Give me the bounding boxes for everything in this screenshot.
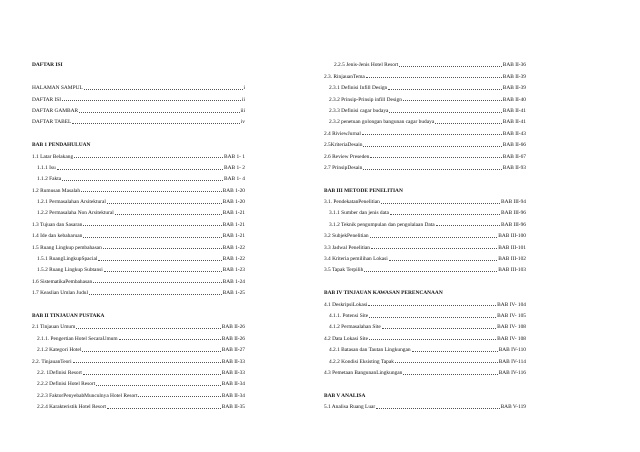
toc-entry-title: 2.6 Review Preseden <box>324 153 370 160</box>
toc-page-number: BAB 1-23 <box>222 267 245 274</box>
toc-page-number: BAB II-41 <box>502 119 526 126</box>
toc-page-number: BAB 1-24 <box>222 278 245 285</box>
toc-entry-title: 3.3 Jadwal Penelitian <box>324 244 370 251</box>
toc-dot-leader <box>436 225 500 226</box>
toc-entry-title: 2.3.2 Prinsip-Prinsip infill Design <box>329 96 402 103</box>
toc-entry-title: 1.7 Keaslian Umlan Judul <box>32 290 88 297</box>
toc-page-number: BAB IV-116 <box>498 369 526 376</box>
toc-entry-title: DAFTAR ISI <box>32 96 62 103</box>
toc-page-number: BAB III-96 <box>500 221 526 228</box>
toc-entry[interactable] <box>32 365 245 376</box>
toc-entry-title: 4.2.1 Batasan dan Tautan Lingkungan <box>329 347 411 354</box>
toc-dot-leader <box>368 305 496 306</box>
toc-entry-title: 4.1 DeskripsiLokasi <box>324 301 368 308</box>
toc-dot-leader <box>93 282 221 283</box>
toc-entry[interactable] <box>324 216 526 227</box>
toc-entry-title: 2.4 RiviewJurnal <box>324 130 361 137</box>
toc-page-number: BAB 1- 2 <box>224 164 245 171</box>
toc-entry-title: 2.2.2 Definisi Hotel Resort <box>37 381 96 388</box>
toc-entry-title: 1.5.1 RuangLingkupSpacial <box>37 256 98 263</box>
toc-entry-title: 3.5 Tapak Terpilih <box>324 267 364 274</box>
toc-dot-leader <box>62 180 223 181</box>
toc-page-number: BAB 1- 4 <box>224 176 245 183</box>
toc-dot-leader <box>82 351 220 352</box>
toc-entry-title: 1.2 Rumusan Masalah <box>32 187 81 194</box>
toc-page-number: BAB II-39 <box>502 85 526 92</box>
toc-entry[interactable] <box>32 91 245 102</box>
toc-page-number: BAB IV- 104 <box>497 301 526 308</box>
toc-entry-title: DAFTAR GAMBAR <box>32 107 79 114</box>
toc-page-number: BAB IV- 108 <box>497 335 526 342</box>
toc-entry[interactable] <box>324 103 526 114</box>
toc-page-number: BAB II-40 <box>502 96 526 103</box>
toc-entry[interactable] <box>32 319 245 330</box>
toc-dot-leader <box>76 328 221 329</box>
toc-entry[interactable] <box>324 68 526 79</box>
toc-page-number: BAB II-34 <box>221 381 245 388</box>
toc-dot-leader <box>403 374 497 375</box>
toc-entry-title: 2.3.2 penetuan golongan bangunan cagar budaya <box>329 119 435 126</box>
toc-entry-title: 1.1.2 Fakta <box>37 176 62 183</box>
toc-entry[interactable] <box>32 399 245 410</box>
toc-entry[interactable] <box>324 399 526 410</box>
toc-entry[interactable] <box>324 353 526 364</box>
toc-chapter-heading <box>32 308 245 319</box>
toc-entry-title: 2.2. TinjauanTeori <box>32 358 72 365</box>
toc-dot-leader <box>363 146 501 147</box>
toc-entry-title: BAB 1 PENDAHULUAN <box>32 142 91 149</box>
toc-entry[interactable] <box>324 319 526 330</box>
toc-page-number: BAB 1-21 <box>222 221 245 228</box>
toc-dot-leader <box>381 203 500 204</box>
toc-entry[interactable] <box>324 330 526 341</box>
toc-page-number: BAB II-33 <box>221 369 245 376</box>
toc-dot-leader <box>138 396 220 397</box>
toc-page-number: BAB 1-20 <box>222 187 245 194</box>
toc-dot-leader <box>389 260 498 261</box>
toc-entry-title: 3.1.1 Sumber dan jenis data <box>329 210 389 217</box>
toc-page-number: BAB II-27 <box>221 347 245 354</box>
toc-entry[interactable] <box>324 137 526 148</box>
toc-entry-title: DAFTAR TABEL <box>32 119 72 126</box>
toc-dot-leader <box>435 123 502 124</box>
toc-entry-title: 2.1.2 Kategori Hotel <box>37 347 82 354</box>
toc-entry-title: 1.3 Tujuan dan Sasaran <box>32 221 83 228</box>
toc-page-number: BAB V-119 <box>500 404 526 411</box>
toc-dot-leader <box>79 112 239 113</box>
toc-page-number: BAB 1-20 <box>222 199 245 206</box>
toc-dot-leader <box>98 260 221 261</box>
toc-entry-title: DAFTAR ISI <box>32 62 63 69</box>
toc-entry-title: 2.5KriteriaDesain <box>324 142 363 149</box>
toc-entry[interactable] <box>324 114 526 125</box>
toc-page-number: BAB III-94 <box>500 199 526 206</box>
toc-gap <box>324 376 526 387</box>
toc-entry[interactable] <box>32 160 245 171</box>
toc-dot-leader <box>389 112 501 113</box>
toc-dot-leader <box>382 328 496 329</box>
toc-entry[interactable] <box>324 342 526 353</box>
toc-entry-title: 4.1.1. Potensi Site <box>329 312 369 319</box>
toc-entry-title: HALAMAN SAMPUL <box>32 85 83 92</box>
toc-dot-leader <box>57 169 223 170</box>
toc-entry-title: 2.2.5 Jenis-Jenis Hotel Resort <box>334 62 399 69</box>
toc-entry[interactable] <box>32 387 245 398</box>
toc-dot-leader <box>103 248 222 249</box>
toc-entry-title: 2.3.3 Definisi cagar budaya <box>329 107 389 114</box>
toc-page-number: BAB III-100 <box>498 233 526 240</box>
toc-entry-title: 2.7 PrinsipDesain <box>324 164 363 171</box>
toc-entry-title: 5.1 Analisa Ruang Luar <box>324 404 376 411</box>
toc-entry[interactable] <box>324 296 526 307</box>
toc-dot-leader <box>364 271 497 272</box>
toc-page-number: BAB IV-110 <box>498 347 526 354</box>
toc-entry-title: 3.2 SubjekPenelitian <box>324 233 369 240</box>
toc-entry[interactable] <box>324 205 526 216</box>
toc-entry[interactable] <box>32 103 245 114</box>
toc-dot-leader <box>363 169 501 170</box>
toc-entry[interactable] <box>324 194 526 205</box>
toc-entry-title: 3.4 Kriteria pemilihan Lokasi <box>324 256 388 263</box>
toc-entry[interactable] <box>324 365 526 376</box>
toc-dot-leader <box>83 225 221 226</box>
toc-entry[interactable] <box>324 148 526 159</box>
toc-gap <box>32 296 245 307</box>
toc-entry[interactable] <box>324 251 526 262</box>
toc-entry[interactable] <box>32 285 245 296</box>
toc-page-number: iv <box>240 119 245 126</box>
toc-page-number: BAB 1-21 <box>222 233 245 240</box>
toc-page-number: BAB II-36 <box>502 62 526 69</box>
toc-entry[interactable] <box>324 80 526 91</box>
toc-page-number: BAB IV- 105 <box>497 312 526 319</box>
toc-dot-leader <box>62 100 241 101</box>
toc-dot-leader <box>115 214 222 215</box>
toc-dot-leader <box>89 294 222 295</box>
toc-entry[interactable] <box>32 342 245 353</box>
toc-dot-leader <box>72 123 239 124</box>
toc-entry-title: 1.1.1 Isu <box>37 164 56 171</box>
toc-entry[interactable] <box>324 239 526 250</box>
toc-page-number: ii <box>242 96 245 103</box>
toc-entry-title: BAB V ANALISA <box>324 392 366 399</box>
toc-entry[interactable] <box>32 171 245 182</box>
toc-entry-title: 1.1 Latar Belakang <box>32 153 74 160</box>
toc-page-number: BAB II-43 <box>502 130 526 137</box>
toc-page-number: BAB II-41 <box>502 107 526 114</box>
toc-entry-title: 2.3. RinjauanTema <box>324 73 365 80</box>
toc-entry-title: 2.2.4 Karakteristik Hotel Resort <box>37 404 107 411</box>
toc-entry[interactable] <box>32 376 245 387</box>
toc-entry[interactable] <box>324 308 526 319</box>
toc-entry-title: 3.1. PendekatanPenelitian <box>324 199 380 206</box>
toc-entry[interactable] <box>32 251 245 262</box>
toc-gap <box>324 171 526 182</box>
toc-page-number: BAB III-103 <box>498 267 526 274</box>
toc-entry-title: 4.1.2 Permasalahan Site <box>329 324 381 331</box>
toc-dot-leader <box>107 203 222 204</box>
toc-page-number: BAB 1- 1 <box>224 153 245 160</box>
toc-dot-leader <box>370 237 498 238</box>
toc-entry[interactable] <box>324 125 526 136</box>
toc-dot-leader <box>74 157 223 158</box>
toc-page-number: BAB II-34 <box>221 392 245 399</box>
toc-dot-leader <box>104 271 222 272</box>
toc-entry[interactable] <box>32 228 245 239</box>
toc-page-number: BAB II-33 <box>221 358 245 365</box>
toc-entry-title: 2.2. 1Definisi Resort <box>37 369 82 376</box>
toc-page-number: BAB II-67 <box>502 153 526 160</box>
toc-page-number: iii <box>240 107 245 114</box>
toc-dot-leader <box>390 214 500 215</box>
toc-entry[interactable] <box>32 205 245 216</box>
toc-page-number: BAB IV- 108 <box>497 324 526 331</box>
toc-entry-title: BAB II TINJAUAN PUSTAKA <box>32 312 105 319</box>
toc-dot-leader <box>412 351 498 352</box>
toc-page-number: BAB III-96 <box>500 210 526 217</box>
toc-dot-leader <box>107 408 221 409</box>
toc-page-number: BAB IV-114 <box>498 358 526 365</box>
toc-page-number: BAB II-66 <box>502 142 526 149</box>
toc-entry[interactable] <box>324 57 526 68</box>
toc-page-number: BAB 1-22 <box>222 256 245 263</box>
toc-entry-title: 1.5.2 Ruang Lingkup Subtansi <box>37 267 103 274</box>
toc-entry[interactable] <box>32 216 245 227</box>
toc-chapter-heading <box>324 182 526 193</box>
toc-entry-title: 2.1 Tinjauan Umum <box>32 324 76 331</box>
toc-entry[interactable] <box>32 80 245 91</box>
toc-page-number: BAB II-26 <box>221 324 245 331</box>
toc-entry[interactable] <box>324 160 526 171</box>
toc-dot-leader <box>403 100 502 101</box>
toc-entry-title: 1.6 SistematikaPembahasan <box>32 278 93 285</box>
toc-dot-leader <box>81 191 222 192</box>
toc-entry-title: 4.2.2 Kondisi Eksisting Tapak <box>329 358 394 365</box>
toc-dot-leader <box>83 374 221 375</box>
toc-gap <box>32 125 245 136</box>
toc-entry-title: 1.2.2 Permasalaha Non Arsitektural <box>37 210 114 217</box>
toc-entry-title: 2.2.3 FaktorPenyebabMunculnya Hotel Resort <box>37 392 138 399</box>
toc-gap <box>32 68 245 79</box>
toc-entry-title: 2.1.1. Pengertian Hotel SecaraUmum <box>37 335 118 342</box>
toc-entry-title: 1.4 Ide dan kebaharuan <box>32 233 83 240</box>
toc-dot-leader <box>73 362 221 363</box>
toc-dot-leader <box>395 362 498 363</box>
toc-dot-leader <box>96 385 221 386</box>
toc-entry[interactable] <box>32 239 245 250</box>
toc-entry-title: 4.3 Pemetaan BangunanLingkungan <box>324 369 403 376</box>
toc-entry[interactable] <box>32 262 245 273</box>
toc-dot-leader <box>366 77 502 78</box>
toc-entry[interactable] <box>32 353 245 364</box>
toc-chapter-heading <box>324 285 526 296</box>
toc-entry[interactable] <box>32 114 245 125</box>
toc-entry-title: 1.5 Ruang Lingkup pembahasan <box>32 244 102 251</box>
toc-page-number: BAB II-93 <box>502 164 526 171</box>
toc-entry[interactable] <box>32 148 245 159</box>
toc-page-number: BAB 1-21 <box>222 210 245 217</box>
toc-entry-title: 3.1.2 Teknik pengumpulan dan pengolalaan Data <box>329 221 435 228</box>
toc-entry-title: 2.3.1 Definisi Infill Design <box>329 85 388 92</box>
toc-entry[interactable] <box>32 273 245 284</box>
toc-chapter-heading <box>32 137 245 148</box>
toc-entry-title: 1.2.1 Permasalahan Arsitektural <box>37 199 106 206</box>
toc-entry-title: BAB IV TINJAUAN KAWASAN PERENCANAAN <box>324 290 443 297</box>
toc-dot-leader <box>119 339 221 340</box>
toc-entry-title: BAB III METODE PENELITIAN <box>324 187 403 194</box>
toc-page-number: BAB II-35 <box>221 404 245 411</box>
toc-entry[interactable] <box>32 182 245 193</box>
toc-dot-leader <box>388 89 502 90</box>
toc-entry[interactable] <box>32 194 245 205</box>
toc-dot-leader <box>371 248 497 249</box>
toc-page-number: BAB II-39 <box>502 73 526 80</box>
toc-dot-leader <box>376 408 499 409</box>
toc-page-number: i <box>243 85 245 92</box>
toc-entry-title: 4.2 Data Lokasi Site <box>324 335 369 342</box>
toc-page-number: BAB 1-25 <box>222 290 245 297</box>
toc-page-number: BAB II-26 <box>221 335 245 342</box>
toc-dot-leader <box>83 237 221 238</box>
toc-right-column <box>324 57 526 410</box>
toc-gap <box>324 273 526 284</box>
toc-dot-leader <box>370 157 501 158</box>
toc-chapter-heading <box>32 57 245 68</box>
toc-page-number: BAB III-101 <box>498 244 526 251</box>
toc-dot-leader <box>369 317 496 318</box>
toc-page-number: BAB III-102 <box>498 256 526 263</box>
toc-dot-leader <box>362 134 502 135</box>
toc-entry[interactable] <box>324 91 526 102</box>
toc-entry[interactable] <box>324 262 526 273</box>
toc-entry[interactable] <box>324 228 526 239</box>
toc-page-number: BAB 1-22 <box>222 244 245 251</box>
toc-dot-leader <box>84 89 243 90</box>
toc-dot-leader <box>399 66 502 67</box>
toc-chapter-heading <box>324 387 526 398</box>
toc-dot-leader <box>369 339 496 340</box>
toc-entry[interactable] <box>32 330 245 341</box>
toc-left-column <box>32 57 245 410</box>
